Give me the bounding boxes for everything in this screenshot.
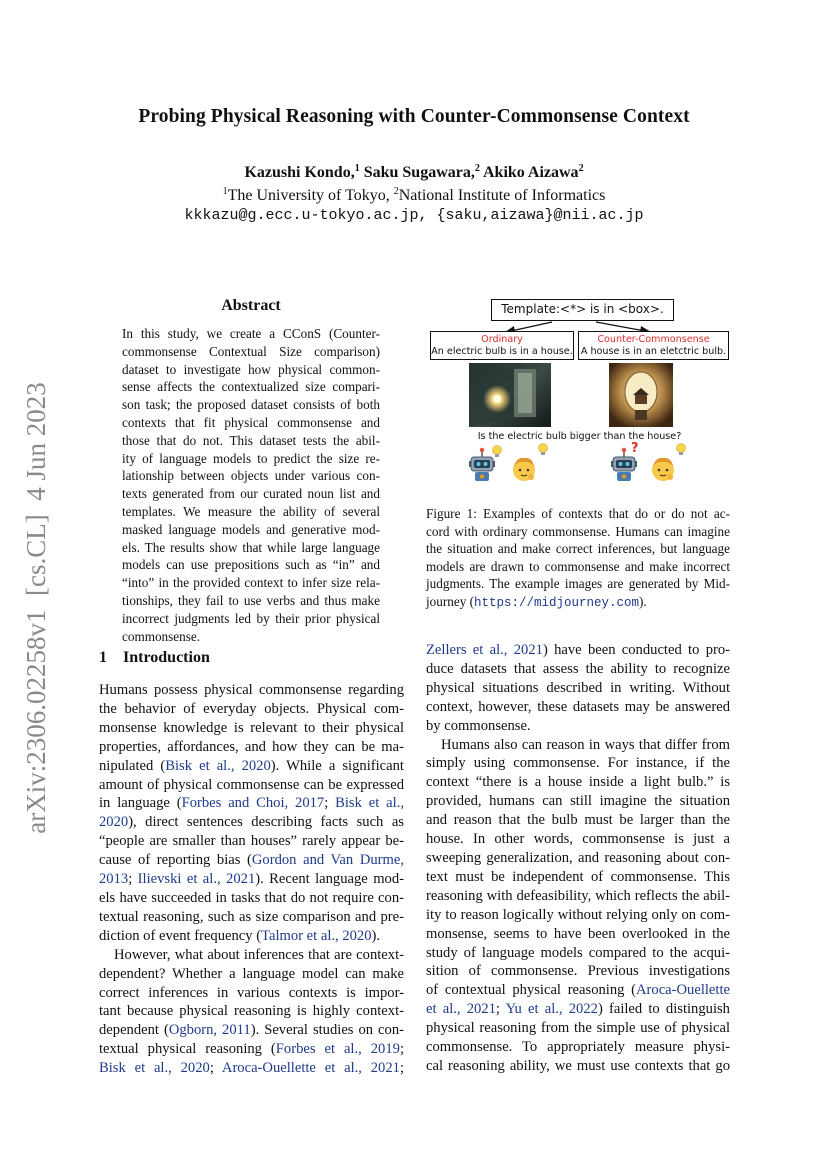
text-line bbox=[99, 794, 404, 813]
abstract-line: sense affects the contextualized size compari- bbox=[122, 379, 380, 395]
text-run: amount of physical commonsense can be expressed bbox=[99, 776, 404, 793]
citation-link[interactable]: Ilievski et al., 2021 bbox=[137, 871, 256, 888]
author-emails: kkkazu@g.ecc.u-tokyo.ac.jp, {saku,aizawa}@nii.ac.jp bbox=[184, 207, 644, 224]
citation-link[interactable]: Forbes and Choi, 2017 bbox=[181, 795, 325, 812]
text-run: house. In other words, commonsense is just a bbox=[426, 831, 730, 848]
citation-link[interactable]: Aroca-Ouellette et al., 2021 bbox=[221, 1060, 400, 1077]
text-line bbox=[426, 1000, 730, 1019]
abstract-body bbox=[122, 325, 380, 645]
abstract-line: commonsense Contextual Size comparison) bbox=[122, 343, 380, 359]
text-line bbox=[99, 776, 404, 795]
text-line bbox=[99, 1021, 404, 1040]
text-line bbox=[426, 1057, 730, 1076]
ordinary-context-box bbox=[430, 331, 574, 360]
affil-inst: The University of Tokyo, bbox=[227, 187, 394, 204]
text-run: dependent ( bbox=[99, 1022, 169, 1039]
text-run: ity to reason logically without relying only on com- bbox=[426, 906, 730, 923]
text-run: ) have been conducted to pro- bbox=[542, 642, 731, 658]
counter-context-box bbox=[578, 331, 729, 360]
text-line bbox=[426, 849, 730, 868]
citation-link[interactable]: 2020 bbox=[99, 814, 129, 831]
text-run: context, however, these datasets may be answered bbox=[426, 698, 730, 715]
text-line bbox=[426, 1038, 730, 1057]
caption-text: journey ( bbox=[426, 593, 474, 609]
abstract-line: “into” in the provided context to infer size rela- bbox=[122, 575, 380, 591]
text-run: tant because physical reasoning is highly context- bbox=[99, 1003, 404, 1020]
right-column-body bbox=[426, 641, 730, 1076]
text-run: and reason that the bulb must be larger than the bbox=[426, 812, 730, 829]
text-line bbox=[426, 698, 730, 717]
abstract-line: els. The results show that while large language bbox=[122, 539, 380, 555]
question-mark-icon: ? bbox=[631, 441, 639, 456]
text-line bbox=[426, 660, 730, 679]
text-line bbox=[426, 925, 730, 944]
author-affil-mark: 2 bbox=[578, 163, 584, 174]
abstract-line: incorrect judgments led by their prior physical bbox=[122, 610, 380, 626]
section-title: Introduction bbox=[123, 649, 210, 666]
citation-link[interactable]: Ogborn, 2011 bbox=[168, 1022, 251, 1039]
citation-link[interactable]: Zellers et al., 2021 bbox=[426, 642, 543, 658]
text-line bbox=[426, 754, 730, 773]
abstract-line: texts generated from our curated noun list and bbox=[122, 486, 380, 502]
lightbulb-icon bbox=[539, 444, 548, 456]
text-run: text must be independent of commonsense. This bbox=[426, 868, 730, 885]
text-run: cause of reporting bias ( bbox=[99, 852, 252, 869]
author-list bbox=[0, 164, 828, 182]
text-line bbox=[99, 927, 404, 946]
caption-line: Figure 1: Examples of contexts that do or do not ac- bbox=[426, 506, 730, 521]
text-line bbox=[426, 717, 730, 736]
author-name: Kazushi Kondo, bbox=[244, 164, 355, 181]
text-run: sweeping generalization, and reasoning about con- bbox=[426, 849, 730, 866]
text-run: monsense, seems to have been overlooked in the bbox=[426, 925, 730, 942]
text-line bbox=[99, 719, 404, 738]
abstract-line: ity of language models to predict the size re- bbox=[122, 450, 380, 466]
abstract-line: tionships, they fail to use verbs and thus make bbox=[122, 592, 380, 608]
citation-link[interactable]: Yu et al., 2022 bbox=[505, 1001, 598, 1018]
text-line bbox=[99, 870, 404, 889]
text-run: textual reasoning, such as size comparison and pre- bbox=[99, 908, 404, 925]
ordinary-sentence: An electric bulb is in a house. bbox=[431, 346, 573, 357]
abstract-line: commonsense. bbox=[122, 628, 201, 644]
robot-icon bbox=[469, 448, 495, 481]
text-run: ), direct sentences describing facts such as bbox=[128, 814, 404, 831]
text-line bbox=[426, 1019, 730, 1038]
person-thinking-icon bbox=[513, 458, 535, 481]
caption-line: judgments. The example images are generated by Mid- bbox=[426, 576, 730, 592]
citation-link[interactable]: Bisk et al., bbox=[335, 795, 404, 812]
affil-mark: 1 bbox=[222, 186, 228, 197]
text-line bbox=[426, 792, 730, 811]
text-run: textual physical reasoning ( bbox=[99, 1041, 276, 1058]
text-line bbox=[426, 962, 730, 981]
caption-text: ). bbox=[639, 593, 647, 609]
text-run: physical reasoning from the simple use of physical bbox=[426, 1020, 730, 1037]
arxiv-stamp: arXiv:2306.02258v1 [cs.CL] 4 Jun 2023 bbox=[21, 382, 51, 834]
ordinary-image bbox=[469, 363, 551, 427]
citation-link[interactable]: Bisk et al., 2020 bbox=[165, 757, 271, 774]
text-run: reasoning with defeasibility, which reflects the abil- bbox=[426, 887, 730, 904]
figure-caption bbox=[426, 505, 730, 613]
text-run: ). Several studies on con- bbox=[250, 1022, 404, 1039]
text-run: ). While a significant bbox=[270, 757, 404, 774]
citation-link[interactable]: Bisk et al., 2020 bbox=[99, 1060, 210, 1077]
author-name: Saku Sugawara, bbox=[363, 164, 475, 181]
text-line bbox=[426, 868, 730, 887]
text-run: ). bbox=[371, 927, 381, 944]
text-line bbox=[99, 965, 404, 984]
abstract-line: those that do not. This dataset tests the abil- bbox=[122, 432, 380, 448]
figure-1 bbox=[426, 295, 736, 495]
text-run: cal reasoning ability, we must use contexts that go bbox=[426, 1057, 730, 1074]
left-column-body bbox=[99, 681, 404, 1078]
text-run: study of language models compared to the acqui- bbox=[426, 944, 730, 961]
text-run: sition of commonsense. Previous investigations bbox=[426, 963, 730, 980]
caption-line: models are drawn to commonsense and make incorrect bbox=[426, 558, 730, 574]
citation-link[interactable]: Talmor et al., 2020 bbox=[261, 927, 372, 944]
text-run: “people are smaller than houses” rarely appear be- bbox=[99, 833, 404, 850]
text-run: ; bbox=[128, 871, 138, 888]
text-line bbox=[426, 944, 730, 963]
text-line bbox=[99, 889, 404, 908]
text-run: commonsense. To appropriately measure physi- bbox=[426, 1039, 730, 1056]
counter-sentence: A house is in an eletctric bulb. bbox=[580, 346, 727, 357]
text-run: els have succeeded in tasks that do not require con- bbox=[99, 889, 404, 906]
citation-link[interactable]: et al., 2021 bbox=[426, 1001, 496, 1018]
ordinary-label: Ordinary bbox=[481, 334, 523, 345]
text-run: context “there is a house inside a light bulb.” is bbox=[426, 774, 730, 791]
arrow-line bbox=[596, 322, 645, 331]
text-run: duce datasets that assess the ability to recognize bbox=[426, 660, 730, 677]
abstract-line: masked language models and generative mod- bbox=[122, 521, 380, 537]
text-run: ) failed to distinguish bbox=[597, 1001, 730, 1018]
text-line bbox=[426, 981, 730, 1000]
abstract-line: In this study, we create a CConS (Counter- bbox=[122, 326, 380, 341]
template-box: Template:<*> is in <box>. bbox=[491, 299, 674, 321]
text-run: ). Recent language mod- bbox=[255, 871, 405, 888]
affil-inst: National Institute of Informatics bbox=[398, 187, 606, 204]
text-line bbox=[99, 832, 404, 851]
text-run: by commonsense. bbox=[426, 717, 531, 734]
text-run: monsense knowledge is relevant to their physical bbox=[99, 719, 404, 736]
text-run: properties, affordances, and how they can be ma- bbox=[99, 738, 404, 755]
lightbulb-icon bbox=[677, 444, 686, 456]
caption-line: the situation and make correct inferences, but language bbox=[426, 541, 730, 557]
abstract-line: models can use prepositions such as “in” and bbox=[122, 557, 380, 573]
text-run: correct inferences in various contexts is impor- bbox=[99, 984, 404, 1001]
text-run: physical situations described in writing. Without bbox=[426, 679, 730, 696]
citation-link[interactable]: Forbes et al., 2019 bbox=[275, 1041, 400, 1058]
text-run: simply using commonsense. For instance, if the bbox=[426, 755, 730, 772]
counter-label: Counter-Commonsense bbox=[597, 334, 710, 345]
text-line bbox=[426, 830, 730, 849]
text-run: Humans also can reason in ways that differ from bbox=[441, 736, 730, 753]
paper-title: Probing Physical Reasoning with Counter-Commonsense Context bbox=[138, 106, 690, 127]
abstract-line: lationship between objects under various con- bbox=[122, 468, 380, 484]
text-line bbox=[426, 887, 730, 906]
author-affil-mark: 1 bbox=[354, 163, 360, 174]
arrow-line bbox=[511, 322, 552, 331]
citation-link[interactable]: Aroca-Ouellette bbox=[636, 982, 730, 999]
text-run: dependent? Whether a language model can make bbox=[99, 965, 404, 982]
text-line bbox=[99, 908, 404, 927]
text-line bbox=[99, 681, 404, 700]
text-line bbox=[99, 851, 404, 870]
text-run: the behavior of everyday objects. Physical com- bbox=[99, 700, 404, 717]
text-line bbox=[426, 773, 730, 792]
text-run: ; bbox=[324, 795, 336, 812]
text-run: in language ( bbox=[99, 795, 182, 812]
text-run: However, what about inferences that are context- bbox=[114, 946, 404, 963]
text-run: Humans possess physical commonsense regarding bbox=[99, 682, 404, 698]
text-run: ; bbox=[399, 1060, 405, 1077]
person-thinking-icon bbox=[652, 458, 674, 481]
text-run: ; bbox=[399, 1041, 404, 1058]
abstract-line: dataset to investigate how physical common- bbox=[122, 361, 380, 377]
text-run: ; bbox=[495, 1001, 506, 1018]
lightbulb-icon bbox=[493, 446, 502, 458]
text-line bbox=[99, 1040, 404, 1059]
text-line bbox=[426, 906, 730, 925]
text-line bbox=[99, 1002, 404, 1021]
text-line bbox=[99, 984, 404, 1003]
section-number: 1 bbox=[99, 649, 107, 666]
text-line bbox=[426, 736, 730, 755]
affiliations bbox=[0, 187, 828, 205]
text-run: diction of event frequency ( bbox=[99, 927, 262, 944]
text-run: nipulated ( bbox=[99, 757, 166, 774]
text-run: provided, humans can still imagine the situation bbox=[426, 793, 730, 810]
midjourney-link[interactable]: https://midjourney.com bbox=[473, 595, 640, 610]
text-line bbox=[426, 641, 730, 660]
text-line bbox=[99, 738, 404, 757]
text-line bbox=[426, 811, 730, 830]
affil-mark: 2 bbox=[393, 186, 399, 197]
counter-commonsense-image bbox=[609, 363, 673, 427]
abstract-line: son task; the proposed dataset consists of both bbox=[122, 397, 380, 413]
abstract-line: contexts that fit physical commonsense and bbox=[122, 414, 380, 430]
text-line bbox=[99, 757, 404, 776]
abstract-heading: Abstract bbox=[221, 297, 281, 314]
text-line bbox=[99, 813, 404, 832]
citation-link[interactable]: Gordon and Van Durme, bbox=[251, 852, 404, 869]
citation-link[interactable]: 2013 bbox=[99, 871, 129, 888]
text-line bbox=[99, 700, 404, 719]
caption-line: cord with ordinary commonsense. Humans can imagine bbox=[426, 523, 730, 539]
text-run: of contextual physical reasoning ( bbox=[426, 982, 636, 999]
abstract-line: templates. We measure the ability of several bbox=[122, 503, 380, 519]
author-affil-mark: 2 bbox=[474, 163, 480, 174]
text-run: ; bbox=[209, 1060, 222, 1077]
text-line bbox=[99, 1059, 404, 1078]
text-line bbox=[426, 679, 730, 698]
author-name: Akiko Aizawa bbox=[482, 164, 579, 181]
section-heading bbox=[99, 649, 210, 667]
caption-line-url bbox=[426, 593, 730, 613]
figure-question: Is the electric bulb bigger than the house? bbox=[477, 431, 682, 442]
text-line bbox=[99, 946, 404, 965]
